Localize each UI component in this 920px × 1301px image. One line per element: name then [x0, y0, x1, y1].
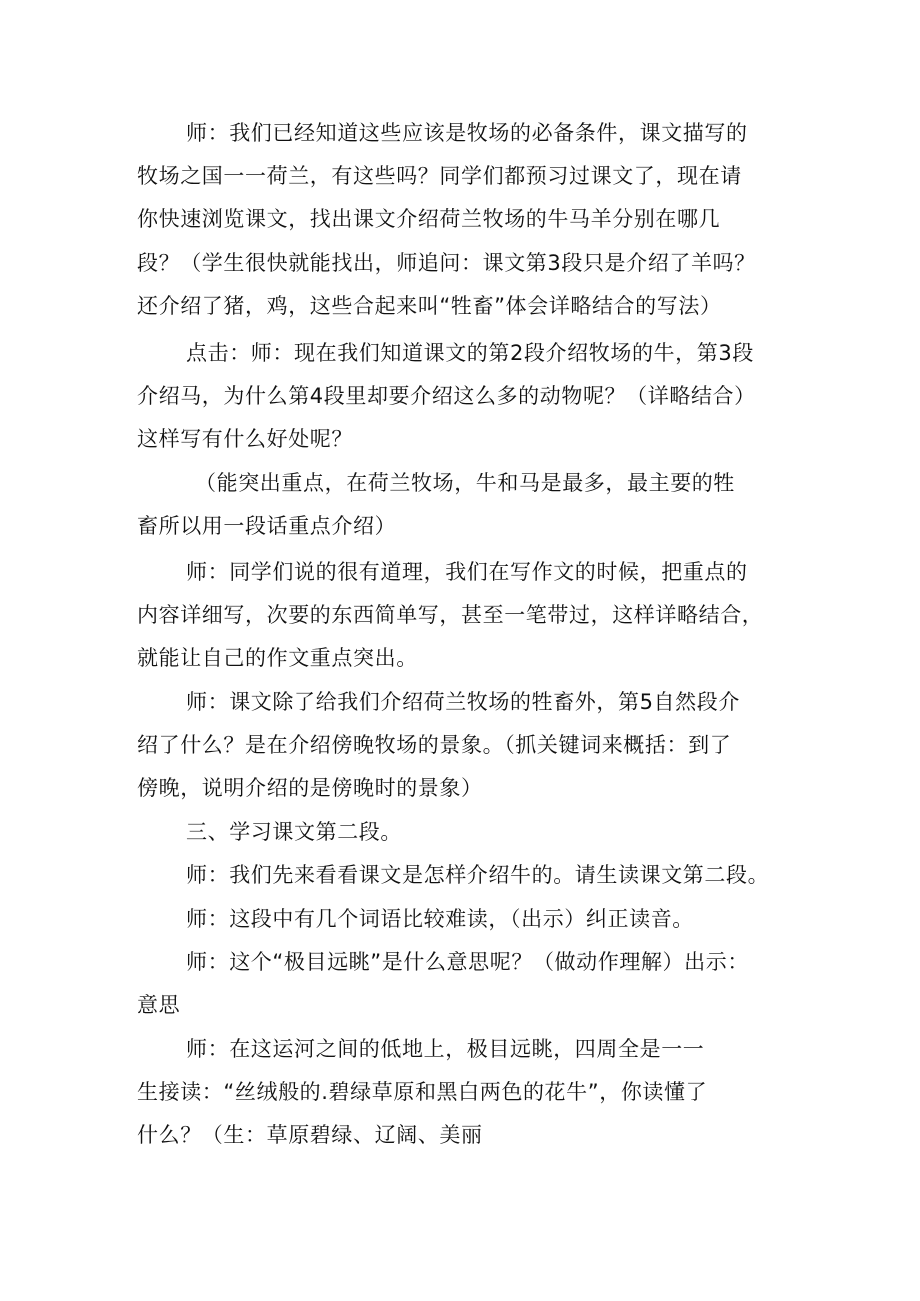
- text-line: 这样写有什么好处呢？: [137, 427, 353, 451]
- text-line: 段？（学生很快就能找出，师追问：课文第3段只是介绍了羊吗？: [137, 251, 756, 275]
- text-line: 什么？（生：草原碧绿、辽阔、美丽: [137, 1123, 483, 1147]
- text-line: 牧场之国一一荷兰，有这些吗？同学们都预习过课文了，现在请: [137, 164, 742, 188]
- text-line: 就能让自己的作文重点突出。: [137, 646, 418, 670]
- text-line: 绍了什么？是在介绍傍晚牧场的景象。（抓关键词来概括：到了: [137, 733, 732, 757]
- text-line: （能突出重点，在荷兰牧场，牛和马是最多，最主要的牲: [195, 471, 735, 495]
- text-line: 师：同学们说的很有道理，我们在写作文的时候，把重点的: [186, 560, 748, 584]
- text-line: 点击：师：现在我们知道课文的第2段介绍牧场的牛，第3段: [186, 341, 754, 365]
- section-heading: 三、学习课文第二段。: [186, 820, 402, 844]
- text-line: 师：这段中有几个词语比较难读，（出示）纠正读音。: [186, 907, 694, 931]
- text-line: 傍晚，说明介绍的是傍晚时的景象）: [137, 776, 483, 800]
- text-line: 师：这个“极目远眺”是什么意思呢？（做动作理解）出示：: [186, 950, 749, 974]
- text-line: 生接读：“丝绒般的.碧绿草原和黑白两色的花牛”，你读懂了: [137, 1080, 708, 1104]
- text-line: 还介绍了猪，鸡，这些合起来叫“牲畜”体会详略结合的写法）: [137, 294, 722, 318]
- text-line: 介绍马，为什么第4段里却要介绍这么多的动物呢？（详略结合）: [137, 384, 756, 408]
- text-line: 畜所以用一段话重点介绍）: [137, 514, 397, 538]
- text-line: 师：我们先来看看课文是怎样介绍牛的。请生读课文第二段。: [186, 863, 770, 887]
- text-line: 你快速浏览课文，找出课文介绍荷兰牧场的牛马羊分别在哪几: [137, 207, 721, 231]
- text-line: 师：课文除了给我们介绍荷兰牧场的牲畜外，第5自然段介: [186, 690, 740, 714]
- text-line: 师：在这运河之间的低地上，极目远眺，四周全是一一: [186, 1037, 705, 1061]
- text-line: 师：我们已经知道这些应该是牧场的必备条件，课文描写的: [186, 121, 748, 145]
- text-line: 意思: [137, 993, 181, 1017]
- text-line: 内容详细写，次要的东西简单写，甚至一笔带过，这样详略结合，: [137, 603, 764, 627]
